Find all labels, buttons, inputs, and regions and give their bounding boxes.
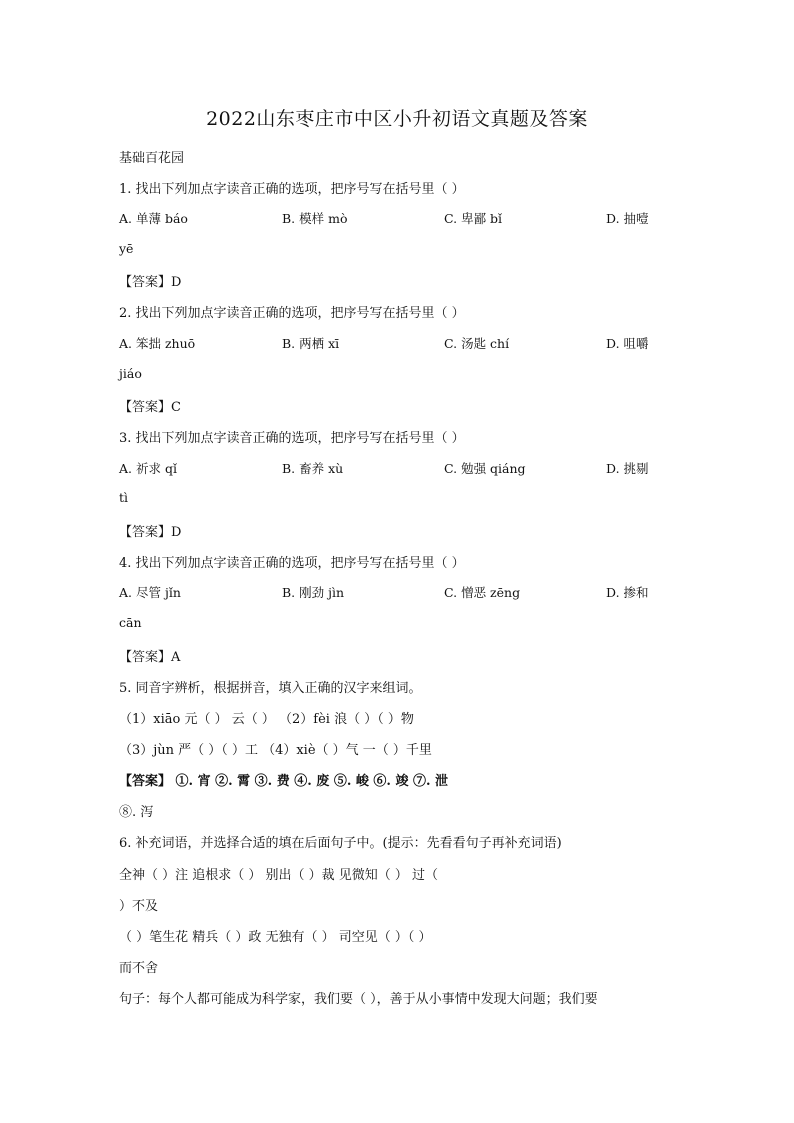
question-3-option-a: A. 祈求 qǐ [119, 461, 177, 476]
question-4-option-a: A. 尽管 jǐn [119, 585, 181, 600]
page-title: 2022山东枣庄市中区小升初语文真题及答案 [206, 108, 588, 130]
question-2-option-c: C. 汤匙 chí [444, 336, 510, 351]
question-1-option-c: C. 卑鄙 bǐ [444, 211, 503, 226]
question-5-answer: 【答案】 ①. 宵 ②. 霄 ③. 费 ④. 废 ⑤. 峻 ⑥. 竣 ⑦. 泄 [119, 774, 449, 789]
question-6-row-1: 全神（ ）注 追根求（ ） 别出（ ）裁 见微知（ ） 过（ [119, 868, 439, 883]
question-1-option-d-pinyin: yē [119, 241, 134, 256]
question-4-answer: 【答案】A [119, 650, 181, 665]
question-2-option-d-pinyin: jiáo [119, 366, 142, 381]
question-3-option-d: D. 挑剔 [606, 461, 649, 476]
question-6-row-1-continued: ）不及 [119, 899, 159, 914]
question-5-row-1: （1）xiāo 元（ ） 云（ ） （2）fèi 浪（ ）（ ）物 [119, 712, 414, 727]
question-1-option-d: D. 抽噎 [606, 211, 649, 226]
question-3-option-b: B. 畜养 xù [282, 461, 344, 476]
question-5-stem: 5. 同音字辨析，根据拼音，填入正确的汉字来组词。 [119, 681, 422, 696]
question-2-answer: 【答案】C [119, 400, 181, 415]
question-4-option-c: C. 憎恶 zēng [444, 585, 521, 600]
question-6-stem: 6. 补充词语，并选择合适的填在后面句子中。(提示：先看看句子再补充词语) [119, 836, 562, 851]
section-heading: 基础百花园 [119, 151, 185, 166]
question-6-row-2: （ ）笔生花 精兵（ ）政 无独有（ ） 司空见（ ）（ ） [119, 930, 432, 945]
question-2-option-a: A. 笨拙 zhuō [119, 336, 196, 351]
question-3-answer: 【答案】D [119, 525, 182, 540]
question-2-option-d: D. 咀嚼 [606, 336, 649, 351]
question-6-sentence: 句子：每个人都可能成为科学家，我们要（ ），善于从小事情中发现大问题；我们要 [119, 992, 598, 1007]
question-3-option-c: C. 勉强 qiáng [444, 461, 526, 476]
question-3-option-d-pinyin: tì [119, 490, 129, 505]
question-4-stem: 4. 找出下列加点字读音正确的选项，把序号写在括号里（ ） [119, 556, 465, 571]
question-1-answer: 【答案】D [119, 275, 182, 290]
question-1-stem: 1. 找出下列加点字读音正确的选项，把序号写在括号里（ ） [119, 182, 465, 197]
question-1-option-a: A. 单薄 báo [119, 211, 188, 226]
question-1-option-b: B. 模样 mò [282, 211, 348, 226]
question-6-row-2-continued: 而不舍 [119, 961, 159, 976]
question-4-option-d-pinyin: cān [119, 615, 142, 630]
question-4-option-b: B. 刚劲 jìn [282, 585, 345, 600]
question-4-option-d: D. 掺和 [606, 585, 649, 600]
question-3-stem: 3. 找出下列加点字读音正确的选项，把序号写在括号里（ ） [119, 431, 465, 446]
question-2-stem: 2. 找出下列加点字读音正确的选项，把序号写在括号里（ ） [119, 306, 465, 321]
question-5-row-2: （3）jùn 严（ ）（ ）工 （4）xiè（ ）气 一（ ）千里 [119, 743, 432, 758]
question-2-option-b: B. 两栖 xī [282, 336, 340, 351]
question-5-answer-continued: ⑧. 泻 [119, 805, 154, 820]
